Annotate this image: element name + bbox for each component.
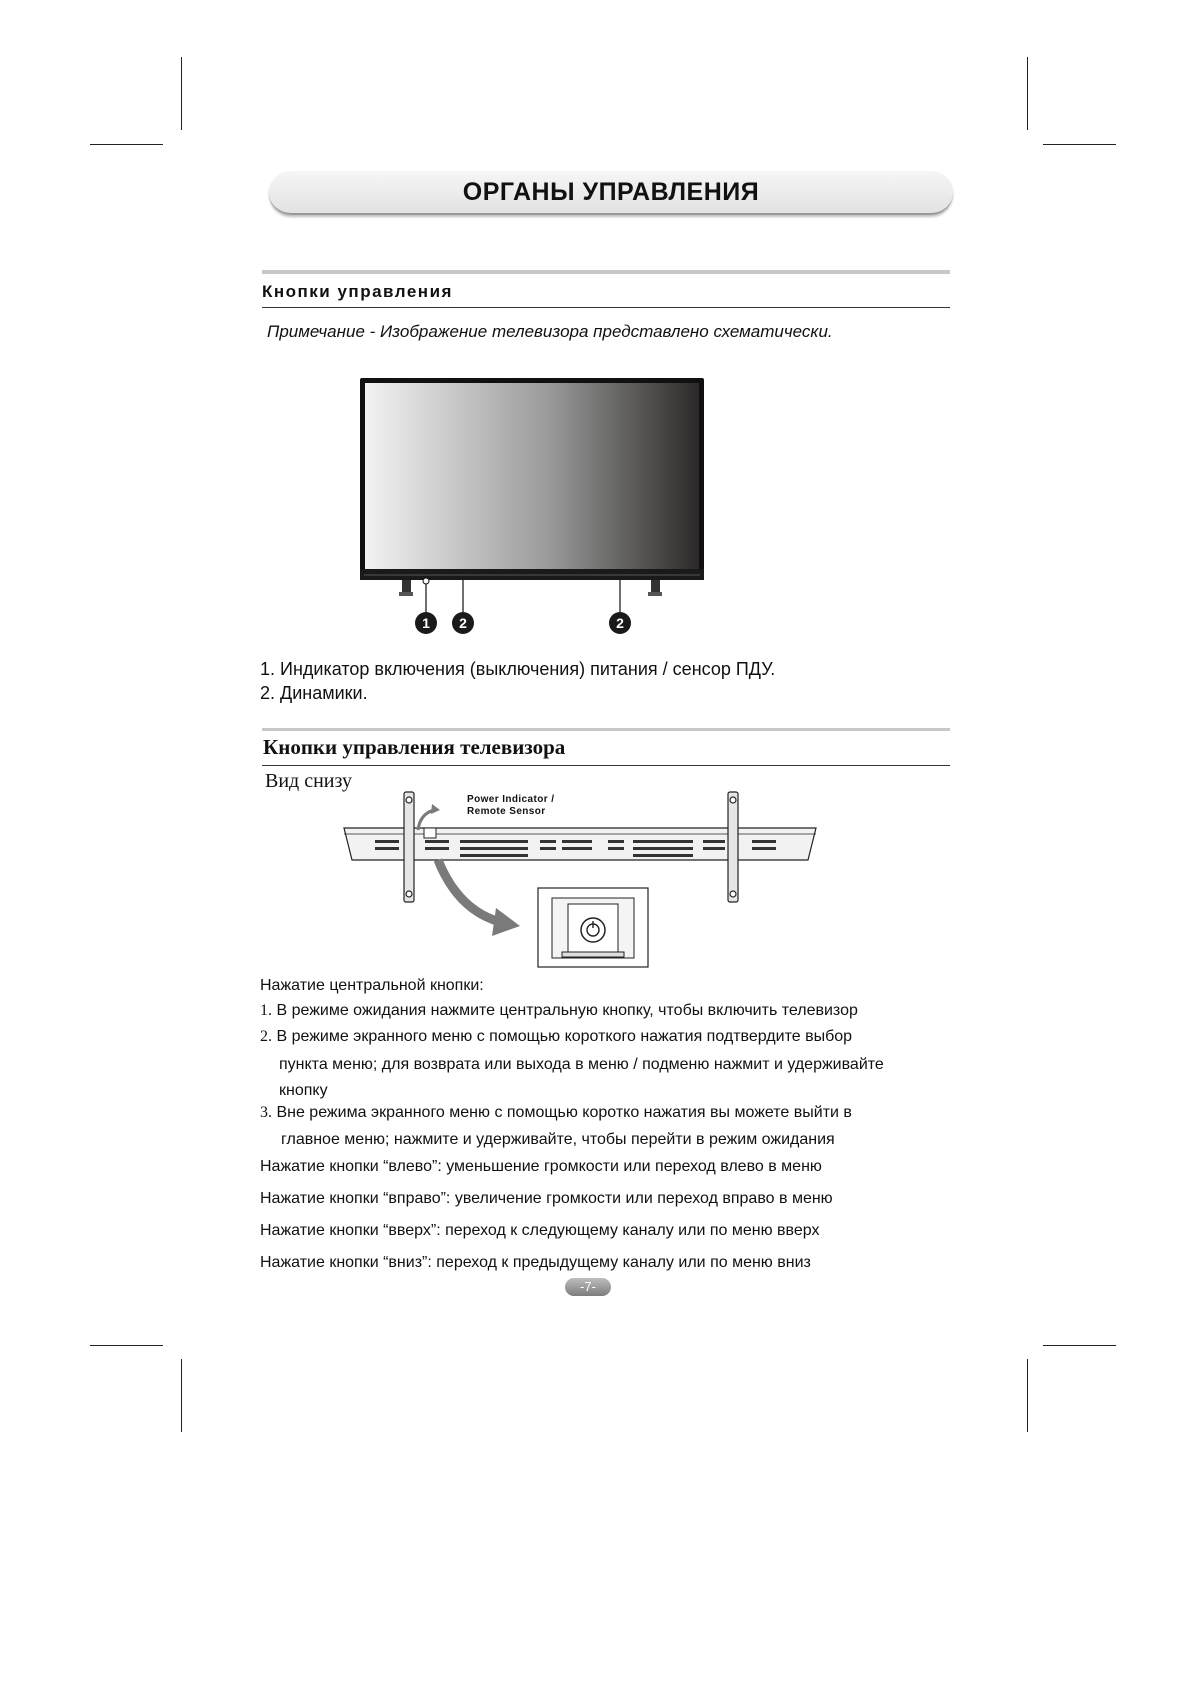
- step-number: 3.: [260, 1104, 272, 1121]
- tv-stand-left: [404, 792, 414, 902]
- press-description: Нажатие кнопки “вправо”: увеличение громкости или переход вправо в меню: [260, 1190, 833, 1207]
- instruction-line: пункта меню; для возврата или выхода в меню / подменю нажмит и удерживайте: [279, 1056, 884, 1073]
- title-banner: [269, 171, 953, 215]
- crop-mark: [90, 144, 163, 145]
- callout-speaker-left: 2: [452, 612, 474, 634]
- tv-screen: [365, 383, 699, 569]
- crop-mark: [90, 1345, 163, 1346]
- joystick-location: [424, 828, 436, 838]
- tv-stand-right: [728, 792, 738, 902]
- section-divider: [262, 728, 950, 731]
- center-button-intro: Нажатие центральной кнопки:: [260, 977, 484, 994]
- instruction-line: кнопку: [279, 1082, 328, 1099]
- schematic-note: Примечание - Изображение телевизора представлено схематически.: [267, 322, 833, 341]
- crop-mark: [1043, 1345, 1116, 1346]
- step-number: 1.: [260, 1002, 272, 1019]
- step-text: В режиме ожидания нажмите центральную кнопку, чтобы включить телевизор: [276, 1002, 858, 1019]
- section-heading-buttons: Кнопки управления: [262, 282, 453, 301]
- instruction-line: [260, 997, 858, 1024]
- callout-speaker-right: 2: [609, 612, 631, 634]
- bottom-view-label: Вид снизу: [265, 770, 352, 792]
- section-heading-tv-buttons: Кнопки управления телевизора: [263, 735, 566, 759]
- press-description: Нажатие кнопки “вверх”: переход к следующему каналу или по меню вверх: [260, 1222, 820, 1239]
- instruction-line: главное меню; нажмите и удерживайте, чтобы перейти в режим ожидания: [281, 1131, 835, 1148]
- page-title: ОРГАНЫ УПРАВЛЕНИЯ: [462, 178, 760, 206]
- label-line: Remote Sensor: [467, 806, 546, 817]
- heading-underline: [262, 765, 950, 766]
- tv-bottom-body: [344, 828, 816, 860]
- press-description: Нажатие кнопки “влево”: уменьшение громкости или переход влево в меню: [260, 1158, 822, 1175]
- crop-mark: [1043, 144, 1116, 145]
- crop-mark: [1027, 57, 1028, 130]
- step-text: Вне режима экранного меню с помощью коротко нажатия вы можете выйти в: [276, 1104, 852, 1121]
- step-text: В режиме экранного меню с помощью короткого нажатия подтвердите выбор: [276, 1028, 853, 1045]
- list-item: 2. Динамики.: [260, 683, 368, 703]
- crop-mark: [181, 1359, 182, 1432]
- joystick-zoom-view: [538, 888, 648, 967]
- step-number: 2.: [260, 1028, 272, 1045]
- page-number: -7-: [565, 1278, 611, 1296]
- tv-front-diagram: [350, 372, 720, 642]
- crop-mark: [1027, 1359, 1028, 1432]
- instruction-line: [260, 1023, 852, 1050]
- power-indicator: [423, 578, 429, 584]
- heading-underline: [262, 307, 950, 308]
- tv-bottom-view-diagram: [340, 790, 820, 970]
- section-divider: [262, 270, 950, 274]
- crop-mark: [181, 57, 182, 130]
- instruction-line: [260, 1099, 852, 1126]
- list-item: 1. Индикатор включения (выключения) питания / сенсор ПДУ.: [260, 659, 776, 679]
- label-line: Power Indicator /: [467, 794, 555, 805]
- callout-power-indicator: 1: [415, 612, 437, 634]
- press-description: Нажатие кнопки “вниз”: переход к предыдущему каналу или по меню вниз: [260, 1254, 811, 1271]
